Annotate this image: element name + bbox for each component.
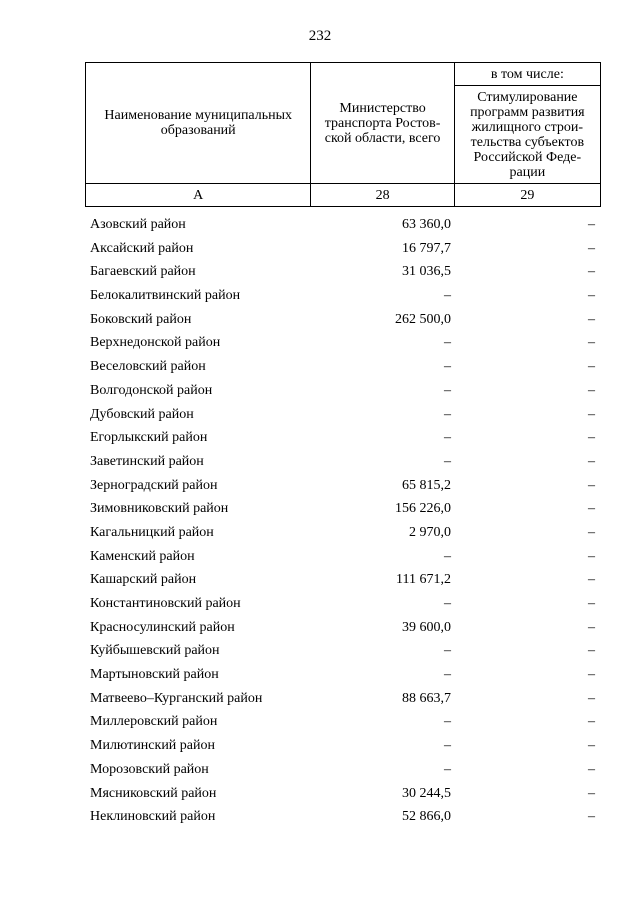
ministry-total-value: – [444,714,451,730]
ministry-total-value: – [444,382,451,398]
housing-program-value: – [588,714,595,730]
table-row [85,284,601,308]
district-name: Волгодонской район [90,382,213,398]
table-row [85,450,601,474]
district-name: Дубовский район [90,406,194,422]
table-row [85,687,601,711]
table-row [85,308,601,332]
table-body [85,213,601,829]
page-number: 232 [308,28,332,44]
table-row [85,426,601,450]
housing-program-value: – [588,406,595,422]
housing-program-value: – [588,430,595,446]
ministry-total-value: – [444,761,451,777]
housing-program-value: – [588,264,595,280]
housing-program-value: – [588,524,595,540]
housing-program-value: – [588,217,595,232]
ministry-total-value: – [444,667,451,683]
ministry-total-value: 2 970,0 [409,524,451,540]
table-row [85,734,601,758]
column-index-a: А [86,184,311,207]
ministry-total-value: 262 500,0 [395,311,451,327]
district-name: Милютинский район [90,738,216,754]
ministry-total-value: – [444,643,451,659]
column-index-28: 28 [311,184,454,207]
district-name: Белокалитвинский район [90,288,241,304]
table-row [85,758,601,782]
district-name: Заветинский район [90,453,204,469]
table-row [85,379,601,403]
table-row [85,474,601,498]
housing-program-value: – [588,596,595,611]
table-row [85,521,601,545]
ministry-total-value: 156 226,0 [395,501,451,517]
housing-program-value: – [588,785,595,801]
housing-program-value: – [588,738,595,754]
district-name: Миллеровский район [90,714,218,730]
ministry-total-value: 16 797,7 [402,240,451,256]
district-name: Неклиновский район [90,809,216,825]
district-name: Кашарский район [90,572,197,588]
district-name: Морозовский район [90,761,209,777]
housing-program-value: – [588,548,595,564]
housing-program-value: – [588,240,595,256]
table-row [85,592,601,616]
ministry-total-value: 30 244,5 [402,785,451,801]
ministry-total-value: 39 600,0 [402,619,451,635]
header-municipality-name: Наименование муниципальных образований [86,63,311,184]
district-name: Мартыновский район [90,667,219,683]
district-name: Азовский район [90,217,186,232]
housing-program-value: – [588,382,595,398]
ministry-total-value: – [444,288,451,304]
ministry-total-value: – [444,738,451,754]
ministry-total-value: – [444,430,451,446]
ministry-total-value: 63 360,0 [402,217,451,232]
housing-program-value: – [588,359,595,375]
housing-program-value: – [588,690,595,706]
ministry-total-value: – [444,453,451,469]
housing-program-value: – [588,643,595,659]
ministry-total-value: – [444,596,451,611]
ministry-total-value: – [444,548,451,564]
table-row [85,403,601,427]
housing-program-value: – [588,501,595,517]
table-row [85,497,601,521]
housing-program-value: – [588,453,595,469]
table-row [85,568,601,592]
table-row [85,545,601,569]
housing-program-value: – [588,809,595,825]
housing-program-value: – [588,311,595,327]
district-name: Кагальницкий район [90,524,214,540]
district-name: Веселовский район [90,359,206,375]
district-name: Аксайский район [90,240,194,256]
housing-program-value: – [588,619,595,635]
column-index-29: 29 [454,184,600,207]
table-row [85,639,601,663]
district-name: Зимовниковский район [90,501,229,517]
ministry-total-value: 65 815,2 [402,477,451,493]
ministry-total-value: – [444,406,451,422]
housing-program-value: – [588,667,595,683]
district-name: Багаевский район [90,264,196,280]
ministry-total-value: – [444,359,451,375]
table-header [85,62,601,207]
district-name: Каменский район [90,548,195,564]
header-ministry-total: Министерство транспорта Ростов-ской области, всего [311,63,454,184]
table-row [85,782,601,806]
table-row [85,805,601,829]
housing-program-value: – [588,335,595,351]
ministry-total-value: – [444,335,451,351]
ministry-total-value: 111 671,2 [396,572,451,588]
table-row [85,663,601,687]
ministry-total-value: 88 663,7 [402,690,451,706]
table-row [85,616,601,640]
district-name: Егорлыкский район [90,430,208,446]
housing-program-value: – [588,477,595,493]
district-name: Красносулинский район [90,619,235,635]
district-name: Константиновский район [90,596,241,611]
table-row [85,237,601,261]
table-row [85,213,601,237]
header-including: в том числе: [454,63,600,86]
ministry-total-value: 31 036,5 [402,264,451,280]
ministry-total-value: 52 866,0 [402,809,451,825]
housing-program-value: – [588,288,595,304]
table-row [85,355,601,379]
district-name: Верхнедонской район [90,335,221,351]
table-row [85,260,601,284]
district-name: Куйбышевский район [90,643,220,659]
table-row [85,331,601,355]
district-name: Матвеево–Курганский район [90,690,263,706]
housing-program-value: – [588,761,595,777]
header-housing-program: Стимулирование программ развития жилищного строи-тельства субъектов Российской Феде-рации [454,86,600,184]
district-name: Боковский район [90,311,192,327]
district-name: Мясниковский район [90,785,217,801]
table-row [85,710,601,734]
housing-program-value: – [588,572,595,588]
district-name: Зерноградский район [90,477,218,493]
